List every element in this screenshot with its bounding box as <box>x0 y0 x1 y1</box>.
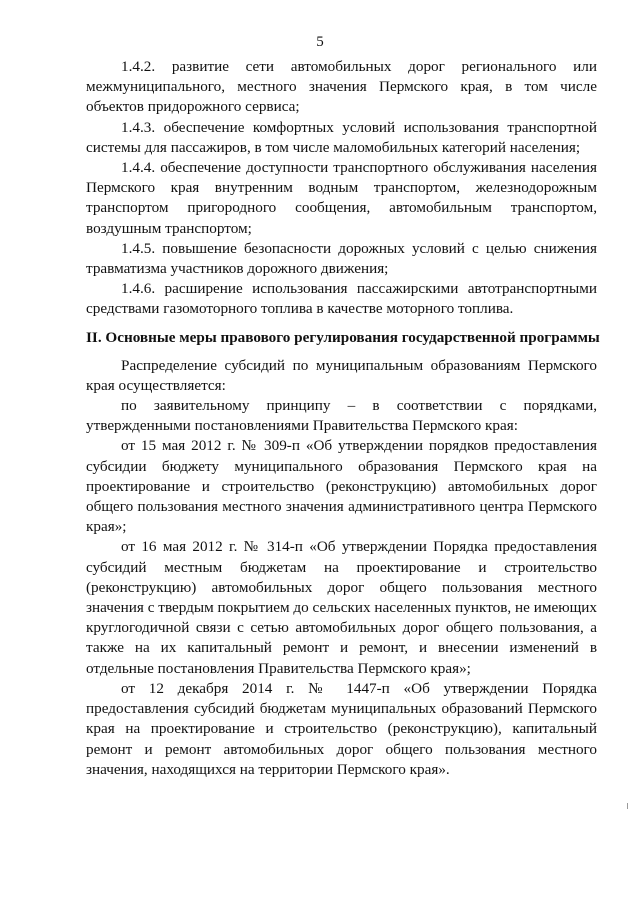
decree-309-paragraph: от 15 мая 2012 г. № 309-п «Об утверждении порядков предоставления субсидии бюджету муниципального образования Пермского края на проектирование и строительство (реконструкцию) автомобильных дорог общего пользования местного значения административного центра Пермского края»; <box>86 437 597 536</box>
application-principle-paragraph: по заявительному принципу – в соответствии с порядками, утвержденными постановлениями Правительства Пермского края: <box>86 397 597 435</box>
section-heading: II. Основные меры правового регулирования государственной программы <box>86 328 600 346</box>
goal-item-1-4-4: 1.4.4. обеспечение доступности транспортного обслуживания населения Пермского края внутренним водным транспортом, железнодорожным транспортом пригородного сообщения, автомобильным транспортом, воздушным транспортом; <box>86 159 597 237</box>
scan-mark <box>627 803 628 809</box>
goal-item-1-4-5: 1.4.5. повышение безопасности дорожных условий с целью снижения травматизма участников дорожного движения; <box>86 239 597 278</box>
decree-314-paragraph: от 16 мая 2012 г. № 314-п «Об утверждении Порядка предоставления субсидий местным бюджетам на проектирование и строительство (реконструкцию) автомобильных дорог общего пользования местного значения с твердым покрытием до сельских населенных пунктов, не имеющих круглогодичной связи с сетью автомобильных дорог общего пользования, а также на их капитальный ремонт и ремонт, и внесении изменений в отдельные постановления Правительства Пермского края»; <box>86 538 597 677</box>
goal-item-1-4-6: 1.4.6. расширение использования пассажирскими автотранспортными средствами газомоторного топлива в качестве моторного топлива. <box>86 280 597 318</box>
document-body <box>86 57 600 780</box>
decree-1447-paragraph: от 12 декабря 2014 г. № 1447-п «Об утверждении Порядка предоставления субсидий бюджетам муниципальных образований Пермского края на проектирование и строительство (реконструкцию), капитальный ремонт и ремонт автомобильных дорог общего пользования местного значения, находящихся на территории Пермского края». <box>86 679 597 778</box>
goal-item-1-4-2: 1.4.2. развитие сети автомобильных дорог регионального или межмуниципального, местного значения Пермского края, в том числе объектов придорожного сервиса; <box>86 58 597 116</box>
goal-item-1-4-3: 1.4.3. обеспечение комфортных условий использования транспортной системы для пассажиров, в том числе маломобильных категорий населения; <box>86 118 597 156</box>
subsidy-distribution-paragraph: Распределение субсидий по муниципальным образованиям Пермского края осуществляется: <box>86 356 597 394</box>
page-number: 5 <box>316 34 324 50</box>
